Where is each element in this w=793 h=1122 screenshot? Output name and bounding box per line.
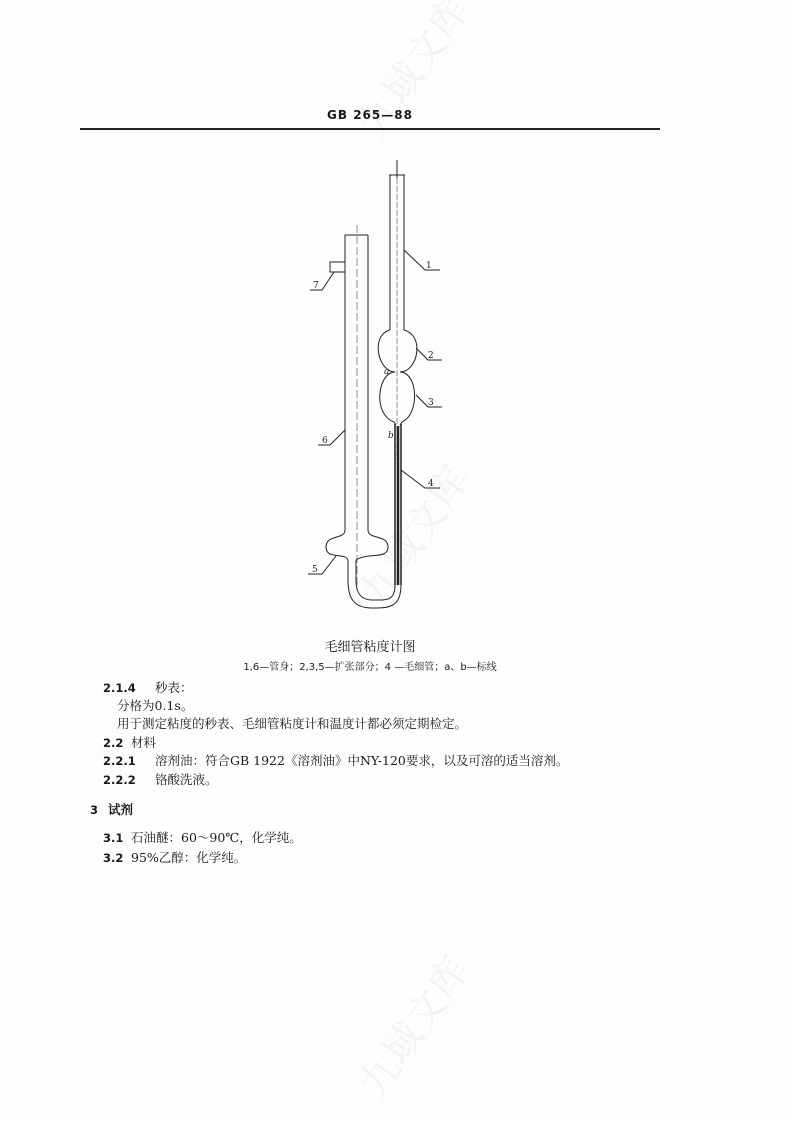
section-number: 3.2 xyxy=(103,851,124,865)
section-3-2 xyxy=(103,850,246,866)
svg-text:九域文库 xyxy=(351,948,480,1105)
tube-6 xyxy=(345,235,368,530)
label-7: 7 xyxy=(313,281,319,291)
section-text: 铬酸洗液。 xyxy=(155,772,218,787)
watermark xyxy=(351,0,480,1106)
section-text: 秒表： xyxy=(155,680,193,695)
section-3-heading xyxy=(90,802,133,818)
section-2-2 xyxy=(103,735,156,751)
side-arm-7 xyxy=(330,262,345,272)
page-header: GB 265—88 xyxy=(327,108,413,122)
label-1: 1 xyxy=(426,261,432,271)
section-text: 溶剂油：符合GB 1922《溶剂油》中NY-120要求，以及可溶的适当溶剂。 xyxy=(155,753,569,768)
section-number: 3.1 xyxy=(103,831,124,845)
mark-b: b xyxy=(388,431,394,441)
section-number: 3 xyxy=(90,803,99,817)
label-4: 4 xyxy=(428,479,434,489)
section-text: 材料 xyxy=(131,735,157,750)
section-2-1-4 xyxy=(103,680,193,696)
bulbs-2-3 xyxy=(378,330,417,425)
svg-text:九域文库 xyxy=(351,458,480,615)
label-6: 6 xyxy=(322,436,328,446)
section-text: 95%乙醇：化学纯。 xyxy=(131,850,247,865)
label-3: 3 xyxy=(428,398,434,408)
figure-legend: 1,6—管身；2,3,5—扩张部分；4 —毛细管；a、b—标线 xyxy=(243,662,497,673)
section-number: 2.2.1 xyxy=(103,754,136,768)
svg-text:九域文库 xyxy=(351,0,480,146)
section-2-2-1 xyxy=(103,753,568,769)
section-text: 石油醚：60～90℃，化学纯。 xyxy=(131,830,302,845)
paragraph: 用于测定粘度的秒表、毛细管粘度计和温度计都必须定期检定。 xyxy=(117,716,468,731)
label-5: 5 xyxy=(312,565,318,575)
mark-a: a xyxy=(384,367,390,377)
section-number: 2.2 xyxy=(103,736,124,750)
section-2-2-2 xyxy=(103,772,218,788)
figure-caption: 毛细管粘度计图 xyxy=(324,640,416,655)
section-3-1 xyxy=(103,830,302,846)
label-2: 2 xyxy=(428,351,434,361)
section-text: 试剂 xyxy=(108,802,134,817)
paragraph: 分格为0.1s。 xyxy=(117,698,194,713)
section-number: 2.2.2 xyxy=(103,773,136,787)
section-number: 2.1.4 xyxy=(103,681,136,695)
